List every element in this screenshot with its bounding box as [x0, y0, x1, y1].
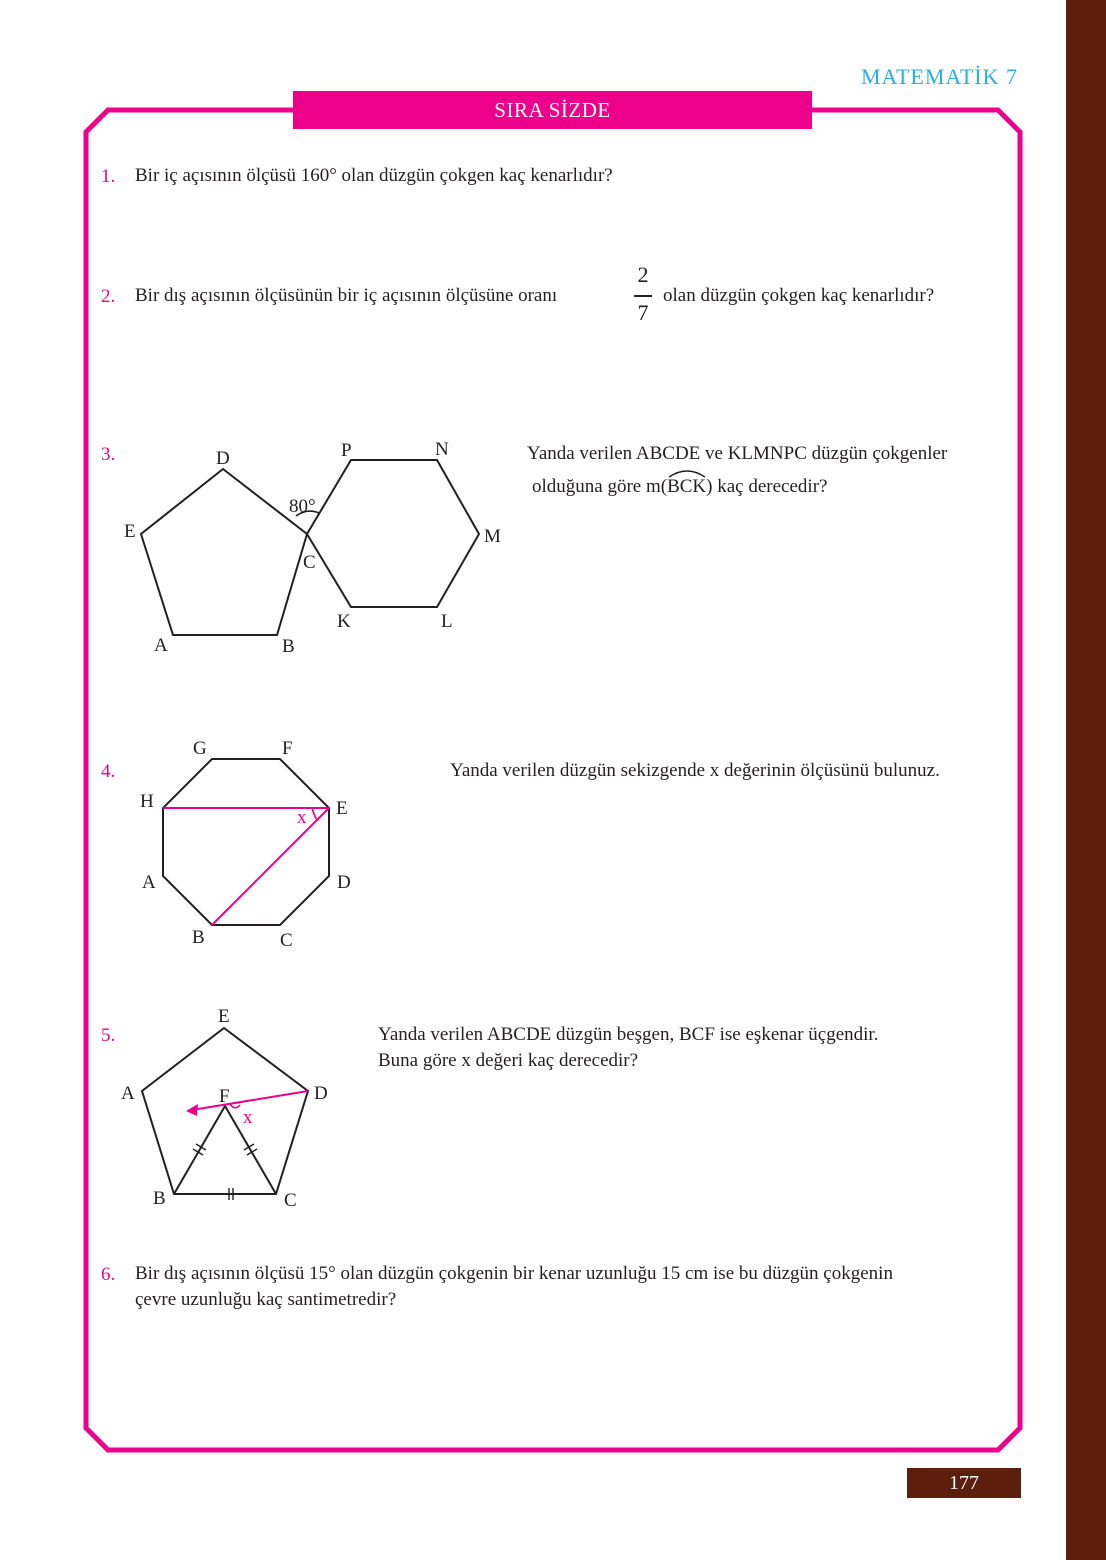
- question-5-number: 5.: [101, 1025, 116, 1046]
- label-A: A: [154, 635, 168, 656]
- equal-side-marks: [193, 1144, 257, 1200]
- label-F: F: [282, 738, 293, 759]
- arrow-head: [186, 1104, 198, 1116]
- label-B: B: [153, 1188, 166, 1209]
- label-D: D: [337, 872, 351, 893]
- figure-5: [121, 1006, 328, 1211]
- octagon: [163, 759, 329, 925]
- question-6-line2: çevre uzunluğu kaç santimetredir?: [135, 1289, 397, 1310]
- label-A: A: [142, 872, 156, 893]
- section-banner: SIRA SİZDE: [293, 91, 812, 129]
- question-2-text: Bir dış açısının ölçüsünün bir iç açısının ölçüsüne oranı: [135, 285, 558, 306]
- hexagon-klmnpc: [307, 460, 479, 607]
- question-5-line2: Buna göre x değeri kaç derecedir?: [378, 1050, 639, 1071]
- arc-letters: BCK: [667, 476, 707, 497]
- question-3-line1: Yanda verilen ABCDE ve KLMNPC düzgün çokgenler: [527, 443, 948, 464]
- question-6-number: 6.: [101, 1264, 116, 1285]
- label-E: E: [124, 521, 136, 542]
- triangle-bcf: [174, 1106, 276, 1194]
- diagonal-be: [212, 808, 329, 925]
- label-B: B: [282, 636, 295, 657]
- label-H: H: [140, 791, 154, 812]
- label-C: C: [284, 1190, 297, 1211]
- fraction-numerator: 2: [637, 262, 649, 287]
- question-3-line2-end: ) kaç derecedir?: [706, 476, 828, 497]
- question-4-text: Yanda verilen düzgün sekizgende x değerinin ölçüsünü bulunuz.: [450, 760, 940, 781]
- label-A: A: [121, 1083, 135, 1104]
- question-6-line1: Bir dış açısının ölçüsü 15° olan düzgün çokgenin bir kenar uzunluğu 15 cm ise bu düzgün çokgenin: [135, 1263, 893, 1284]
- question-2-number: 2.: [101, 286, 116, 307]
- question-3-line2-start: olduğuna göre m(: [532, 476, 668, 497]
- question-4-number: 4.: [101, 761, 116, 782]
- label-D: D: [216, 448, 230, 469]
- angle-80-label: 80°: [289, 496, 316, 517]
- label-E: E: [336, 798, 348, 819]
- label-K: K: [337, 611, 351, 632]
- label-P: P: [341, 440, 352, 461]
- page-number: 177: [907, 1468, 1021, 1498]
- label-M: M: [484, 526, 501, 547]
- angle-x-arc: [230, 1104, 240, 1108]
- angle-x-arc: [312, 808, 317, 820]
- label-x: x: [243, 1107, 253, 1128]
- label-E: E: [218, 1006, 230, 1027]
- label-D: D: [314, 1083, 328, 1104]
- label-L: L: [441, 611, 453, 632]
- label-G: G: [193, 738, 207, 759]
- figure-4: [140, 738, 351, 951]
- question-2-text-end: olan düzgün çokgen kaç kenarlıdır?: [663, 285, 935, 306]
- label-x: x: [297, 807, 307, 828]
- label-F: F: [219, 1086, 230, 1107]
- pentagon-abcde: [142, 1028, 308, 1194]
- figure-3: [124, 439, 501, 657]
- label-C: C: [280, 930, 293, 951]
- header-title: MATEMATİK 7: [860, 64, 1018, 89]
- question-3-number: 3.: [101, 444, 116, 465]
- label-C: C: [303, 552, 316, 573]
- fraction-denominator: 7: [637, 300, 649, 325]
- question-5-line1: Yanda verilen ABCDE düzgün beşgen, BCF ise eşkenar üçgendir.: [378, 1024, 879, 1045]
- question-1-number: 1.: [101, 166, 116, 187]
- label-N: N: [435, 439, 449, 460]
- pentagon-abcde: [141, 469, 307, 635]
- question-1-text: Bir iç açısının ölçüsü 160° olan düzgün çokgen kaç kenarlıdır?: [135, 165, 613, 186]
- label-B: B: [192, 927, 205, 948]
